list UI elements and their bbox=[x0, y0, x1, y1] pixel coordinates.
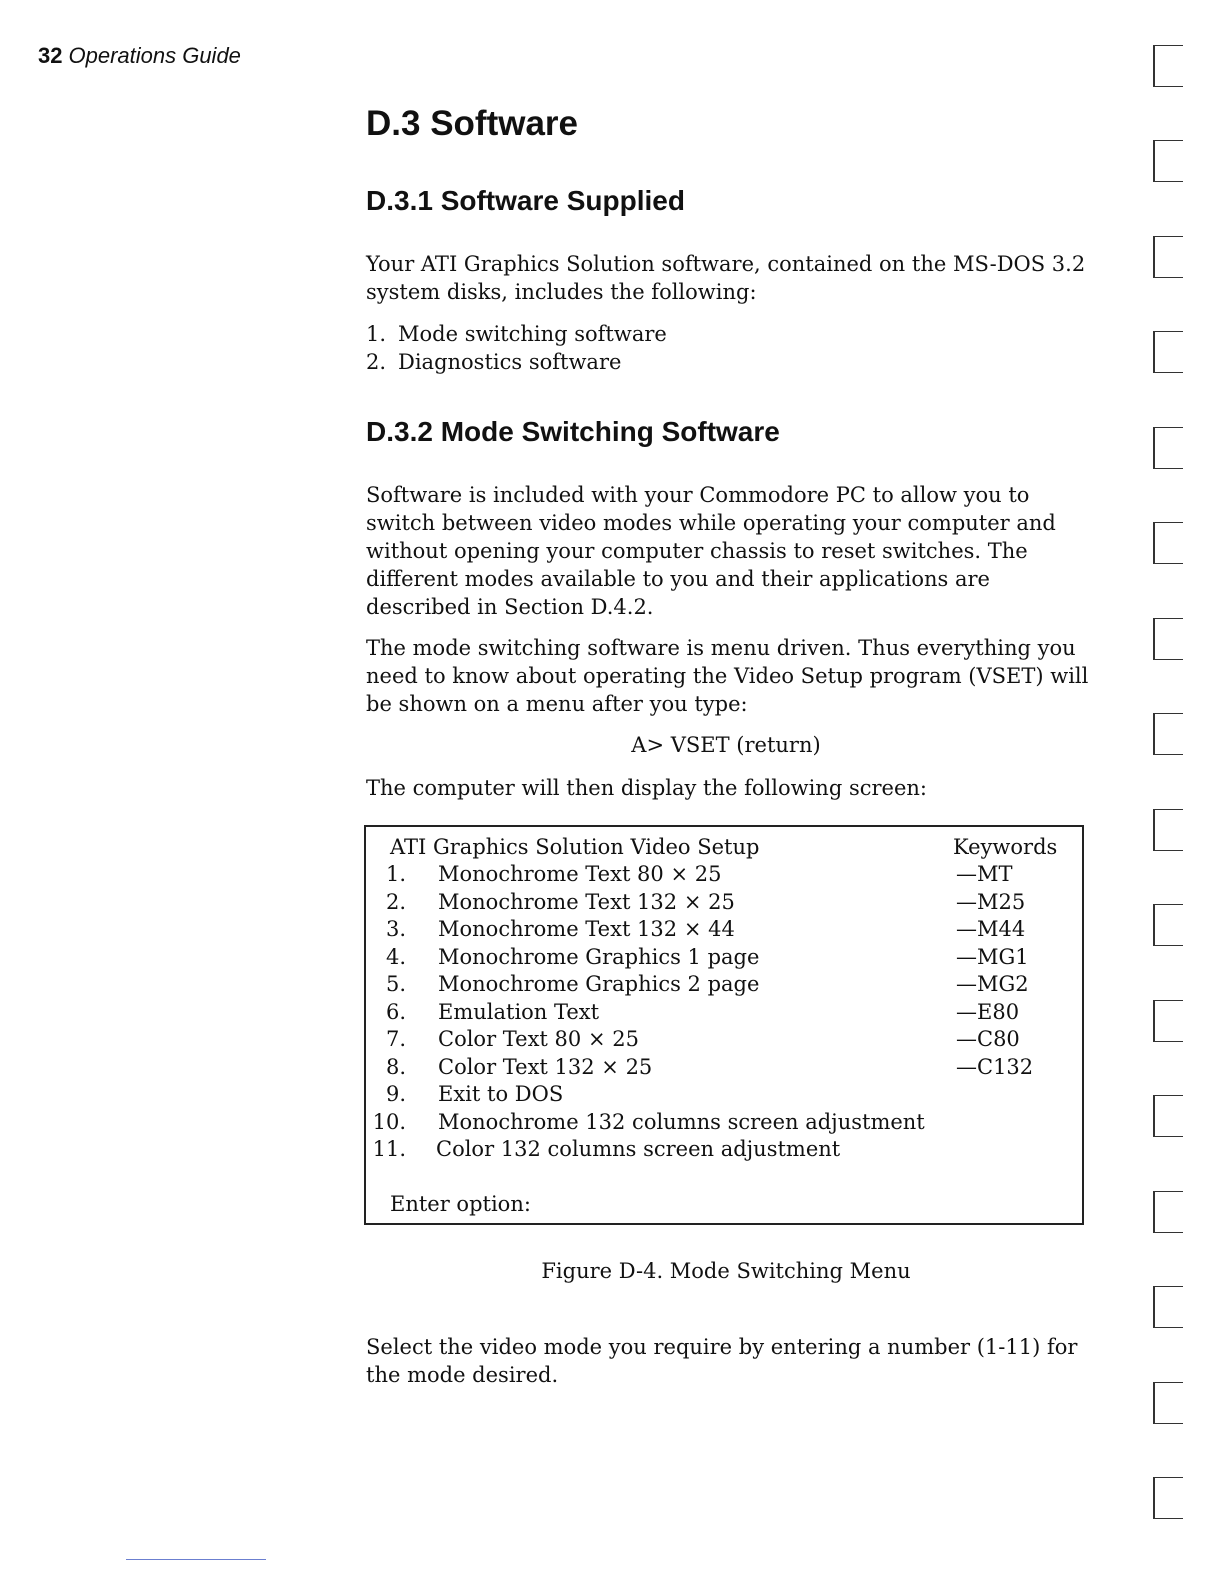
menu-option bbox=[366, 943, 1082, 971]
list-item bbox=[366, 348, 667, 376]
menu-option bbox=[366, 888, 1082, 916]
section-heading: D.3 Software bbox=[366, 104, 578, 143]
index-tab-mark bbox=[1153, 904, 1181, 946]
mode-switching-menu-box bbox=[364, 825, 1084, 1225]
menu-option-number: 2. bbox=[385, 890, 406, 914]
running-title: Operations Guide bbox=[68, 43, 241, 68]
menu-option-number: 7. bbox=[385, 1027, 406, 1051]
paragraph-menu-driven: The mode switching software is menu driven. Thus everything you need to know about operating the Video Setup program (VSET) will be shown on a menu after you type: bbox=[366, 636, 1089, 716]
list-item-text: Diagnostics software bbox=[398, 350, 622, 374]
menu-option-label: Exit to DOS bbox=[438, 1082, 564, 1106]
index-tab-mark bbox=[1153, 1382, 1181, 1424]
running-header bbox=[38, 43, 241, 69]
index-tab-mark bbox=[1153, 713, 1181, 755]
index-tab-mark bbox=[1153, 1286, 1181, 1328]
menu-option-label: Monochrome Graphics 1 page bbox=[438, 945, 760, 969]
subsection-heading-mode-switching: D.3.2 Mode Switching Software bbox=[366, 416, 780, 447]
index-tab-mark bbox=[1153, 45, 1181, 87]
index-tab-mark bbox=[1153, 140, 1181, 182]
menu-option-number: 1. bbox=[385, 862, 406, 886]
menu-option-keyword: —E80 bbox=[956, 1000, 1020, 1024]
menu-option-keyword: —MG2 bbox=[956, 972, 1029, 996]
menu-option-number: 11. bbox=[372, 1137, 406, 1161]
menu-prompt-row bbox=[366, 1190, 1082, 1218]
menu-header-row bbox=[366, 833, 1082, 861]
menu-option-keyword: —M25 bbox=[956, 890, 1026, 914]
index-tab-mark bbox=[1153, 1477, 1181, 1519]
menu-option bbox=[366, 860, 1082, 888]
menu-option-label: Color Text 132 × 25 bbox=[438, 1055, 653, 1079]
menu-option-label: Monochrome 132 columns screen adjustment bbox=[438, 1110, 925, 1134]
menu-option-number: 3. bbox=[385, 917, 406, 941]
menu-title: ATI Graphics Solution Video Setup bbox=[390, 835, 760, 859]
menu-option bbox=[366, 1108, 1082, 1136]
menu-option-number: 8. bbox=[385, 1055, 406, 1079]
menu-option-label: Monochrome Text 132 × 25 bbox=[438, 890, 735, 914]
menu-option-number: 10. bbox=[372, 1110, 406, 1134]
index-tab-mark bbox=[1153, 236, 1181, 278]
paragraph-mode-switching-intro: Software is included with your Commodore PC to allow you to switch between video modes while operating your computer and without opening your computer chassis to reset switches. The different modes available to you and their applications are described in Section D.4.2. bbox=[366, 483, 1056, 619]
paragraph-display-screen: The computer will then display the following screen: bbox=[366, 776, 927, 800]
menu-option-number: 9. bbox=[385, 1082, 406, 1106]
index-tab-mark bbox=[1153, 1191, 1181, 1233]
page-number: 32 bbox=[38, 43, 63, 68]
index-tab-mark bbox=[1153, 618, 1181, 660]
list-item-number: 1. bbox=[366, 322, 387, 346]
paragraph-select-mode: Select the video mode you require by entering a number (1-11) for the mode desired. bbox=[366, 1335, 1078, 1387]
menu-option-number: 4. bbox=[385, 945, 406, 969]
menu-option-label: Color Text 80 × 25 bbox=[438, 1027, 639, 1051]
index-tab-mark bbox=[1153, 427, 1181, 469]
menu-option bbox=[366, 915, 1082, 943]
menu-option bbox=[366, 998, 1082, 1026]
index-tab-mark bbox=[1153, 1000, 1181, 1042]
menu-option-keyword: —C132 bbox=[956, 1055, 1034, 1079]
menu-option-label: Monochrome Text 80 × 25 bbox=[438, 862, 722, 886]
menu-option-number: 5. bbox=[385, 972, 406, 996]
menu-option-label: Color 132 columns screen adjustment bbox=[436, 1137, 841, 1161]
subsection-heading-software-supplied: D.3.1 Software Supplied bbox=[366, 185, 685, 216]
enter-option-prompt: Enter option: bbox=[390, 1192, 531, 1216]
menu-option-keyword: —C80 bbox=[956, 1027, 1020, 1051]
menu-option bbox=[366, 1053, 1082, 1081]
keywords-header: Keywords bbox=[953, 835, 1058, 859]
footer-rule bbox=[126, 1559, 266, 1560]
index-tab-mark bbox=[1153, 331, 1181, 373]
supplied-software-list bbox=[366, 320, 667, 376]
command-line: A> VSET (return) bbox=[631, 733, 821, 757]
list-item-text: Mode switching software bbox=[398, 322, 667, 346]
menu-option bbox=[366, 1080, 1082, 1108]
menu-option-label: Monochrome Text 132 × 44 bbox=[438, 917, 735, 941]
list-item-number: 2. bbox=[366, 350, 387, 374]
index-tab-mark bbox=[1153, 1095, 1181, 1137]
paragraph-software-supplied: Your ATI Graphics Solution software, contained on the MS-DOS 3.2 system disks, includes the following: bbox=[366, 252, 1086, 304]
list-item bbox=[366, 320, 667, 348]
menu-option-keyword: —MG1 bbox=[956, 945, 1029, 969]
menu-option bbox=[366, 1135, 1082, 1163]
menu-option-keyword: —MT bbox=[956, 862, 1013, 886]
index-tab-mark bbox=[1153, 522, 1181, 564]
menu-option bbox=[366, 1025, 1082, 1053]
menu-option-keyword: —M44 bbox=[956, 917, 1026, 941]
menu-option-label: Monochrome Graphics 2 page bbox=[438, 972, 760, 996]
figure-caption: Figure D-4. Mode Switching Menu bbox=[541, 1259, 911, 1283]
index-tab-mark bbox=[1153, 809, 1181, 851]
menu-option bbox=[366, 970, 1082, 998]
menu-option-number: 6. bbox=[385, 1000, 406, 1024]
menu-option-label: Emulation Text bbox=[438, 1000, 600, 1024]
